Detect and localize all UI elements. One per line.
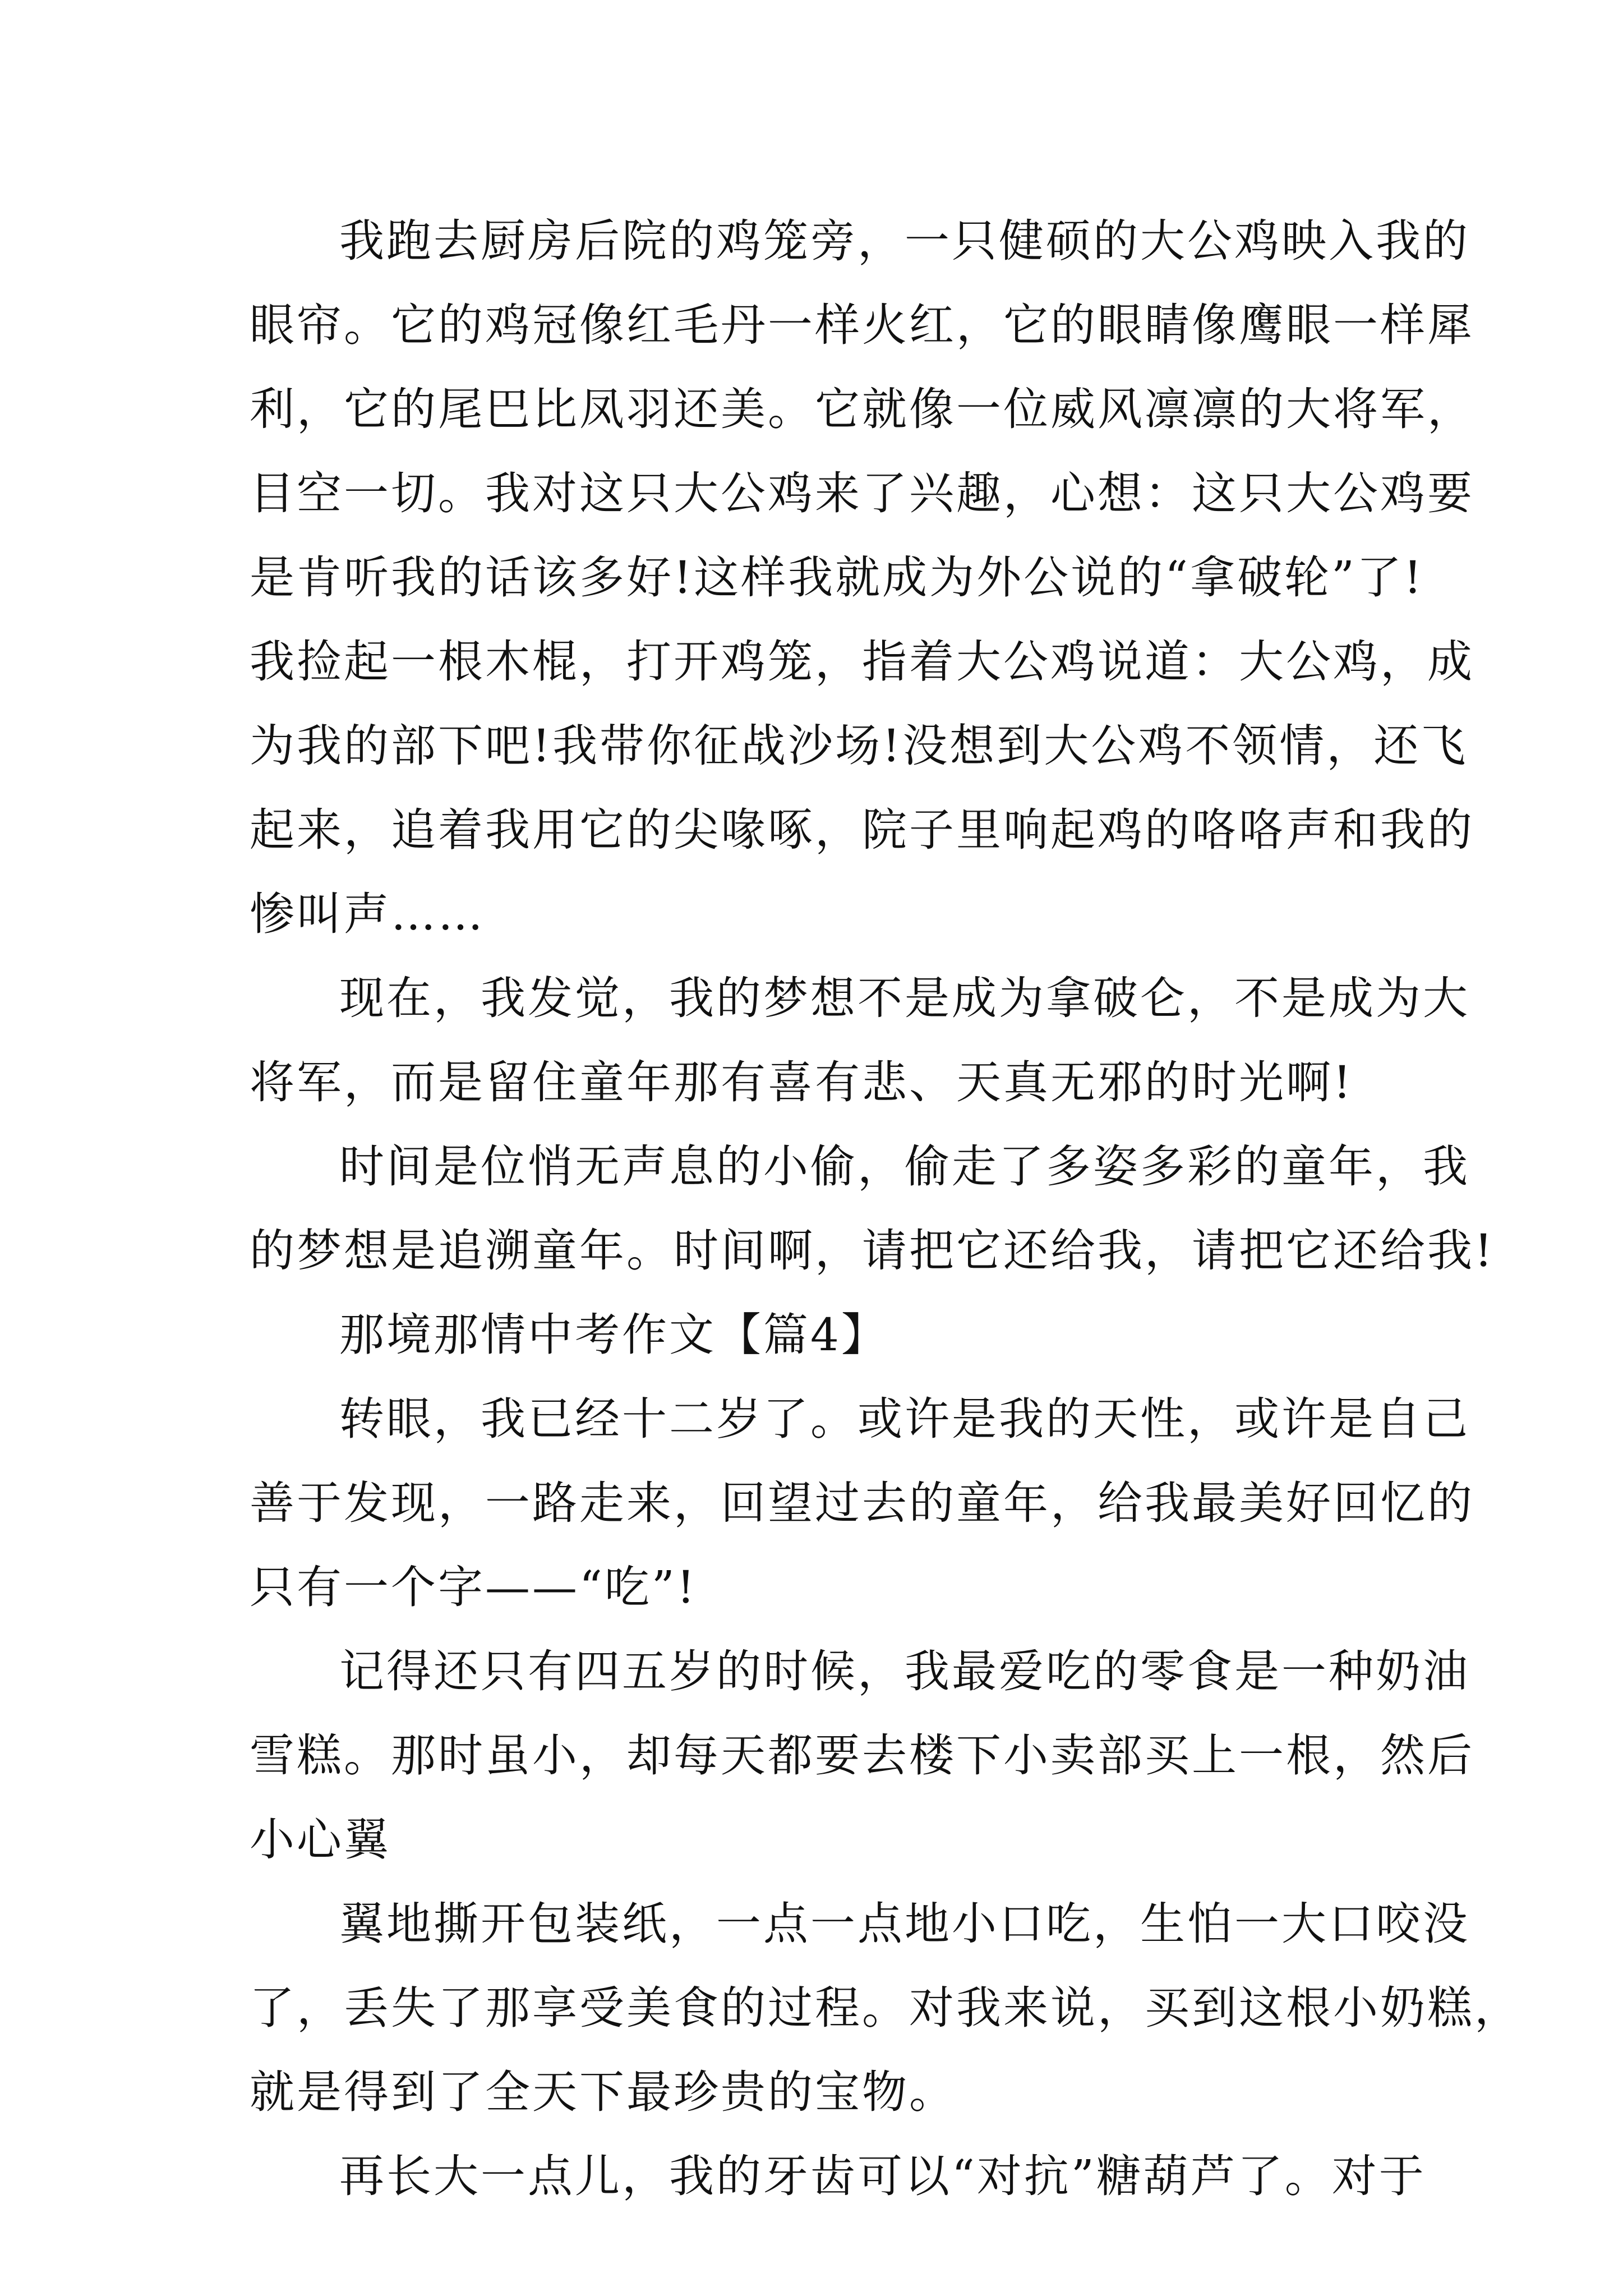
text-line: 善于发现，一路走来，回望过去的童年，给我最美好回忆的 <box>250 1477 1474 1529</box>
text-line: 时间是位悄无声息的小偷，偷走了多姿多彩的童年，我 <box>339 1140 1470 1193</box>
essay-text <box>250 199 1521 2219</box>
text-line: 目空一切。我对这只大公鸡来了兴趣，心想：这只大公鸡要 <box>250 467 1474 519</box>
text-line: 现在，我发觉，我的梦想不是成为拿破仑，不是成为大 <box>339 972 1470 1024</box>
text-line: 雪糕。那时虽小，却每天都要去楼下小卖部买上一根，然后 <box>250 1729 1474 1782</box>
text-line: 转眼，我已经十二岁了。或许是我的天性，或许是自己 <box>339 1393 1470 1445</box>
text-line: 就是得到了全天下最珍贵的宝物。 <box>250 2066 956 2118</box>
text-line: 再长大一点儿，我的牙齿可以“对抗”糖葫芦了。对于 <box>339 2150 1426 2202</box>
text-line: 小心翼 <box>250 1814 391 1866</box>
text-line: 了，丢失了那享受美食的过程。对我来说，买到这根小奶糕， <box>250 1982 1521 2034</box>
text-line: 眼帘。它的鸡冠像红毛丹一样火红，它的眼睛像鹰眼一样犀 <box>250 299 1474 351</box>
text-line: 只有一个字——“吃”! <box>250 1561 697 1613</box>
section-heading: 那境那情中考作文【篇4】 <box>339 1309 888 1361</box>
text-line: 我捡起一根木棍，打开鸡笼，指着大公鸡说道：大公鸡，成 <box>250 636 1474 688</box>
text-line: 我跑去厨房后院的鸡笼旁，一只健硕的大公鸡映入我的 <box>339 215 1470 267</box>
text-line: 为我的部下吧!我带你征战沙场!没想到大公鸡不领情，还飞 <box>250 720 1468 772</box>
text-line: 惨叫声…… <box>250 888 485 940</box>
text-line: 起来，追着我用它的尖喙啄，院子里响起鸡的咯咯声和我的 <box>250 804 1474 856</box>
text-line: 翼地撕开包装纸，一点一点地小口吃，生怕一大口咬没 <box>339 1898 1470 1950</box>
text-line: 利，它的尾巴比凤羽还美。它就像一位威风凛凛的大将军， <box>250 383 1474 435</box>
text-line: 是肯听我的话该多好!这样我就成为外公说的“拿破轮”了! <box>250 551 1424 604</box>
text-line: 记得还只有四五岁的时候，我最爱吃的零食是一种奶油 <box>339 1645 1470 1697</box>
text-line: 的梦想是追溯童年。时间啊，请把它还给我，请把它还给我! <box>250 1225 1495 1277</box>
text-line: 将军，而是留住童年那有喜有悲、天真无邪的时光啊! <box>250 1056 1354 1108</box>
